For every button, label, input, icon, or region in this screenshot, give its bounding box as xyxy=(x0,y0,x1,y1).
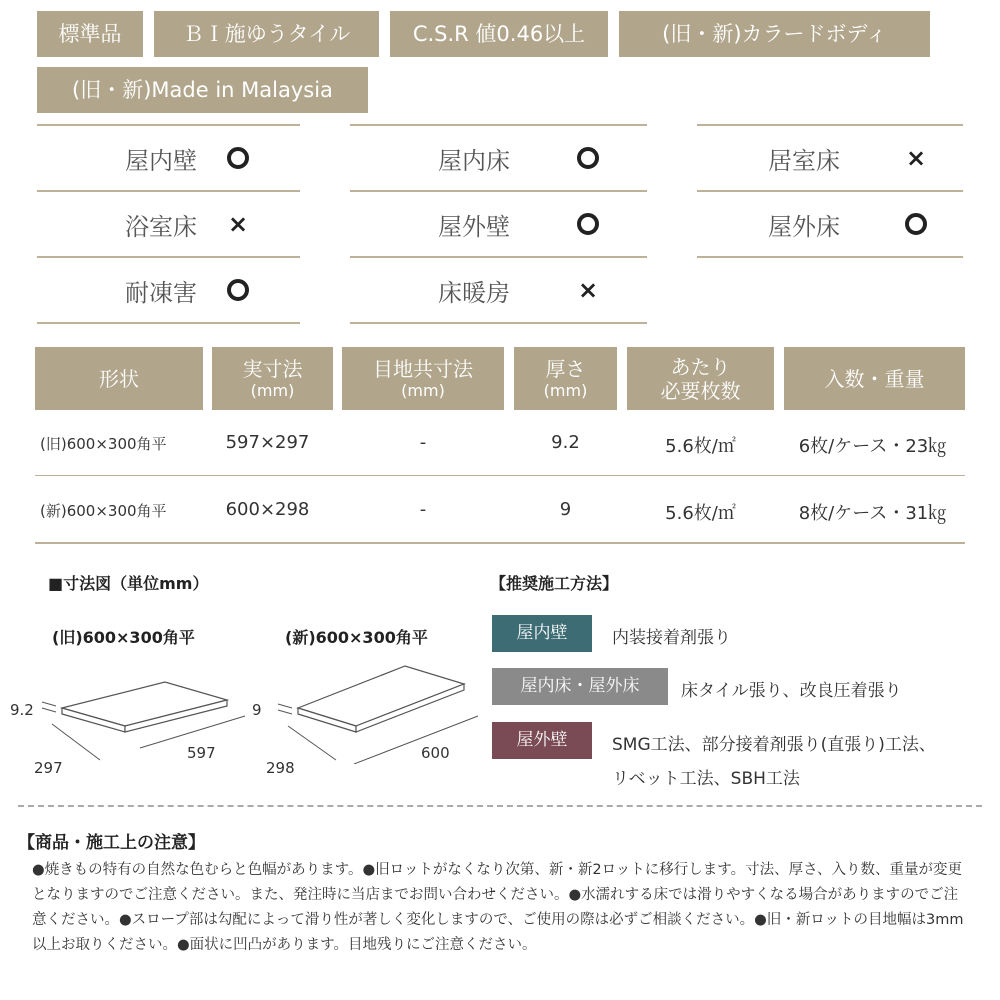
circle-mark-icon xyxy=(227,147,249,169)
method-label-interior-wall: 屋内壁 xyxy=(492,615,592,652)
usage-name: 浴室床 xyxy=(125,212,197,241)
tag-standard: 標準品 xyxy=(37,11,143,57)
table-header-size xyxy=(212,347,333,410)
header-label: 形状 xyxy=(99,366,139,391)
cell-thickness: 9.2 xyxy=(551,432,580,453)
usage-name: 屋内床 xyxy=(438,146,510,175)
notes-body: ●焼きもの特有の自然な色むらと色幅があります。●旧ロットがなくなり次第、新・新2ロットに移行します。寸法、厚さ、入り数、重量が変更となりますのでご注意ください。また、発注時に当店までお問い合わせください。●水濡れする床では滑りやすくなる場合がありますのでご注意ください。●スロープ部は勾配によって滑り性が著しく変化しますので、ご使用の際は必ずご相談ください。●旧・新ロットの目地幅は3mm以上お取りください。●面状に凹凸があります。目地残りにご注意ください。 xyxy=(32,862,964,953)
figure-title-new: (新)600×300角平 xyxy=(285,628,428,647)
cell-joint-size: - xyxy=(419,499,427,520)
method-label-exterior-wall: 屋外壁 xyxy=(492,722,592,759)
methods-section-title: 【推奨施工方法】 xyxy=(490,574,619,593)
dimension-length-new: 600 xyxy=(421,744,450,762)
tag-glaze: ＢＩ施ゆうタイル xyxy=(154,11,379,57)
cell-shape: (新)600×300角平 xyxy=(40,502,167,520)
header-label: 厚さ xyxy=(545,356,586,381)
method-text-exterior-wall: SMG工法、部分接着剤張り(直張り)工法、 xyxy=(612,735,936,755)
table-header-joint-size xyxy=(342,347,504,410)
table-header-pack xyxy=(784,347,965,410)
usage-cell xyxy=(697,190,963,258)
circle-mark-icon xyxy=(577,213,599,235)
method-text-interior-wall: 内装接着剤張り xyxy=(612,628,731,648)
cross-mark-icon: × xyxy=(227,210,249,238)
header-label: あたり xyxy=(670,354,731,379)
cell-thickness: 9 xyxy=(559,499,572,520)
method-text-floor: 床タイル張り、改良圧着張り xyxy=(681,681,902,701)
table-bottom-border xyxy=(35,542,965,544)
table-header-shape xyxy=(35,347,203,410)
header-sub: (mm) xyxy=(401,380,445,400)
dimension-thickness-old: 9.2 xyxy=(10,701,34,719)
circle-mark-icon xyxy=(577,147,599,169)
method-text-exterior-wall-2: リベット工法、SBH工法 xyxy=(612,769,800,789)
dimension-width-old: 297 xyxy=(34,759,63,777)
header-label: 入数・重量 xyxy=(824,366,925,391)
dimension-section-title: ■寸法図（単位mm） xyxy=(48,574,209,593)
usage-cell xyxy=(350,190,647,256)
tag-csr: C.S.R 値0.46以上 xyxy=(390,11,608,57)
header-sub: (mm) xyxy=(543,380,588,400)
figure-title-old: (旧)600×300角平 xyxy=(52,628,195,647)
notes-title: 【商品・施工上の注意】 xyxy=(18,833,205,853)
circle-mark-icon xyxy=(905,213,927,235)
usage-name: 床暖房 xyxy=(438,278,510,307)
header-label: 実寸法 xyxy=(242,356,303,381)
usage-name: 耐凍害 xyxy=(125,278,197,307)
usage-cell xyxy=(697,124,963,190)
cell-per-sqm: 5.6枚/㎡ xyxy=(665,436,736,457)
usage-name: 屋内壁 xyxy=(125,146,197,175)
dimension-thickness-new: 9 xyxy=(252,701,262,719)
header-label-2: 必要枚数 xyxy=(660,378,741,403)
cell-size: 600×298 xyxy=(225,499,310,520)
cell-per-sqm: 5.6枚/㎡ xyxy=(665,503,736,524)
cell-pack: 8枚/ケース・31㎏ xyxy=(798,503,947,524)
usage-cell xyxy=(350,124,647,190)
usage-cell xyxy=(350,256,647,324)
header-label: 目地共寸法 xyxy=(373,356,473,381)
cell-joint-size: - xyxy=(419,432,427,453)
dimension-length-old: 597 xyxy=(187,744,216,762)
tag-body: (旧・新)カラードボディ xyxy=(619,11,930,57)
usage-cell xyxy=(37,124,300,190)
cell-shape: (旧)600×300角平 xyxy=(40,435,167,453)
usage-name: 居室床 xyxy=(768,146,840,175)
circle-mark-icon xyxy=(227,279,249,301)
cell-pack: 6枚/ケース・23㎏ xyxy=(798,436,947,457)
cross-mark-icon: × xyxy=(905,144,927,172)
section-divider xyxy=(18,805,982,807)
usage-name: 屋外壁 xyxy=(438,212,510,241)
table-row-divider xyxy=(35,475,965,476)
usage-cell xyxy=(37,256,300,324)
tag-origin: (旧・新)Made in Malaysia xyxy=(37,67,368,113)
table-header-thickness xyxy=(514,347,617,410)
cell-size: 597×297 xyxy=(225,432,310,453)
cross-mark-icon: × xyxy=(577,276,599,304)
usage-cell xyxy=(37,190,300,256)
dimension-width-new: 298 xyxy=(266,759,295,777)
usage-name: 屋外床 xyxy=(768,212,840,241)
tile-diagram-new xyxy=(250,664,500,764)
table-header-per-sqm xyxy=(627,347,774,410)
method-label-floor: 屋内床・屋外床 xyxy=(492,668,668,705)
header-sub: (mm) xyxy=(250,380,295,400)
